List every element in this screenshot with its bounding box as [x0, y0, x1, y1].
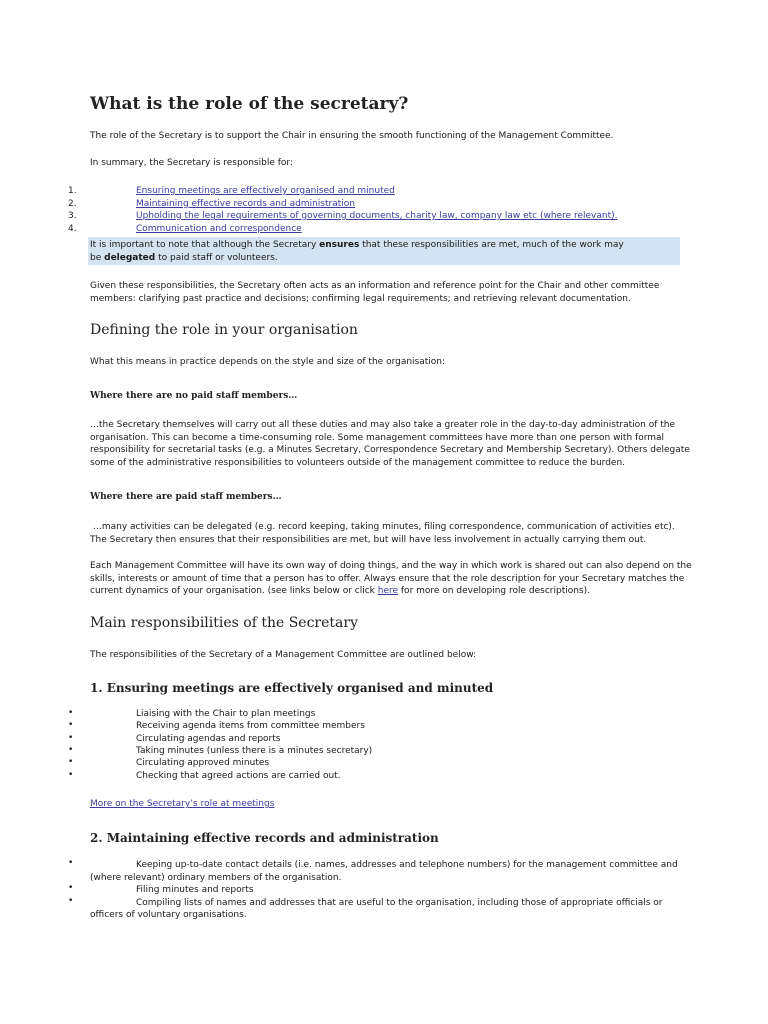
- paragraph-line: …the Secretary themselves will carry out all these duties and may also take a greater role in the day-to-day administration of the: [90, 420, 676, 430]
- staff-heading: Where there are paid staff members…: [90, 492, 282, 502]
- list-item-text: Liaising with the Chair to plan meetings: [136, 709, 316, 719]
- section2-heading: 2. Maintaining effective records and administration: [90, 831, 439, 845]
- main-heading: Main responsibilities of the Secretary: [90, 615, 358, 631]
- list-item: [0, 211, 700, 224]
- note-text: It is important to note that although the Secretary: [90, 240, 320, 250]
- note-bold-delegated: delegated: [104, 252, 156, 263]
- meetings-more-link[interactable]: More on the Secretary’s role at meetings: [90, 799, 275, 809]
- paragraph-line: responsibility for secretarial tasks (e.g. a Minutes Secretary, Correspondence Secretary and Membership Secretary). Others delegate: [90, 445, 690, 455]
- list-item: [0, 709, 700, 722]
- bullet-icon: •: [68, 883, 74, 893]
- list-item-text: Filing minutes and reports: [136, 885, 254, 895]
- list-number: 3.: [68, 211, 77, 221]
- bullet-icon: •: [68, 769, 74, 780]
- paragraph-line: …many activities can be delegated (e.g. record keeping, taking minutes, filing correspondence, communication of activities etc).: [90, 522, 675, 532]
- bullet-icon: •: [68, 744, 74, 755]
- defining-lead: What this means in practice depends on the style and size of the organisation:: [90, 357, 446, 367]
- bullet-icon: •: [68, 895, 74, 906]
- bullet-icon: •: [68, 708, 74, 718]
- responsibility-link-communication[interactable]: Communication and correspondence: [136, 223, 302, 234]
- responsibility-link-legal[interactable]: Upholding the legal requirements of governing documents, charity law, company law etc (where relevant).: [136, 211, 618, 221]
- defining-heading: Defining the role in your organisation: [90, 322, 358, 338]
- list-item: [0, 746, 700, 759]
- paragraph-line: Keeping up-to-date contact details (i.e. names, addresses and telephone numbers) for the management committee and: [136, 860, 678, 870]
- paragraph-line: members: clarifying past practice and decisions; confirming legal requirements; and retrieving relevant documentation.: [90, 293, 631, 304]
- paragraph-line: Each Management Committee will have its own way of doing things, and the way in which work is shared out can also depend on the: [90, 561, 692, 571]
- paragraph-line: Given these responsibilities, the Secretary often acts as an information and reference point for the Chair and other committee: [90, 281, 660, 291]
- summary-lead: In summary, the Secretary is responsible for:: [90, 158, 293, 168]
- list-number: 1.: [68, 186, 77, 196]
- list-number: 4.: [68, 223, 77, 234]
- paragraph-line: skills, interests or amount of time that a person has to offer. Always ensure that the role description for your Secretary matches the: [90, 573, 685, 584]
- each-committee-paragraph: [90, 560, 692, 598]
- bullet-icon: •: [68, 858, 74, 868]
- list-item-text: Circulating approved minutes: [136, 758, 270, 769]
- list-item-text: Receiving agenda items from committee members: [136, 721, 365, 732]
- bullet-icon: •: [68, 720, 74, 731]
- intro-paragraph: The role of the Secretary is to support the Chair in ensuring the smooth functioning of the Management Committee.: [90, 131, 614, 141]
- paragraph-line: officers of voluntary organisations.: [90, 910, 247, 920]
- paragraph-line: organisation. This can become a time-consuming role. Some management committees have more than one person with formal: [90, 432, 665, 443]
- paragraph-line: Compiling lists of names and addresses that are useful to the organisation, including those of appropriate officials or: [136, 897, 663, 908]
- paragraph-line: some of the administrative responsibilities to volunteers outside of the management committee to reduce the burden.: [90, 457, 626, 468]
- bullet-icon: •: [68, 732, 74, 743]
- list-item: [0, 224, 700, 237]
- delegation-note: [88, 237, 680, 265]
- records-bullet-list: [0, 859, 768, 929]
- list-item: [0, 771, 700, 784]
- note-text: be: [90, 252, 105, 263]
- note-bold-ensures: ensures: [319, 240, 360, 250]
- bullet-icon: •: [68, 757, 74, 768]
- page-title: What is the role of the secretary?: [90, 94, 409, 114]
- list-item-text: Circulating agendas and reports: [136, 733, 281, 744]
- paragraph-line: (where relevant) ordinary members of the organisation.: [90, 872, 342, 883]
- staff-paragraph: [90, 521, 675, 546]
- list-item-text: [90, 897, 663, 922]
- here-link[interactable]: here: [377, 586, 399, 596]
- note-text: to paid staff or volunteers.: [155, 252, 278, 263]
- list-item-text: Taking minutes (unless there is a minutes secretary): [136, 745, 373, 756]
- meetings-bullet-list: [0, 709, 768, 789]
- list-item: [0, 186, 700, 199]
- paragraph-text: for more on developing role descriptions).: [398, 586, 590, 596]
- list-item-text: [90, 859, 678, 884]
- paragraph-text: current dynamics of your organisation. (see links below or click: [90, 586, 378, 596]
- paragraph-line: [90, 585, 692, 598]
- list-number: 2.: [68, 198, 77, 209]
- responsibility-link-meetings[interactable]: Ensuring meetings are effectively organised and minuted: [136, 186, 395, 196]
- main-lead: The responsibilities of the Secretary of a Management Committee are outlined below:: [90, 650, 477, 660]
- paragraph-line: The Secretary then ensures that their responsibilities are met, but will have less involvement in actually carrying them out.: [90, 534, 647, 545]
- list-item: [0, 721, 700, 734]
- no-staff-heading: Where there are no paid staff members…: [90, 391, 298, 401]
- list-item: [0, 199, 700, 212]
- list-item: [0, 758, 700, 771]
- responsibility-link-records[interactable]: Maintaining effective records and administration: [136, 198, 355, 209]
- list-item: [0, 734, 700, 747]
- list-item-text: Checking that agreed actions are carried out.: [136, 770, 341, 781]
- no-staff-paragraph: [90, 419, 690, 469]
- note-text: that these responsibilities are met, much of the work may: [359, 240, 624, 250]
- given-paragraph: [90, 280, 659, 305]
- section1-heading: 1. Ensuring meetings are effectively organised and minuted: [90, 681, 494, 695]
